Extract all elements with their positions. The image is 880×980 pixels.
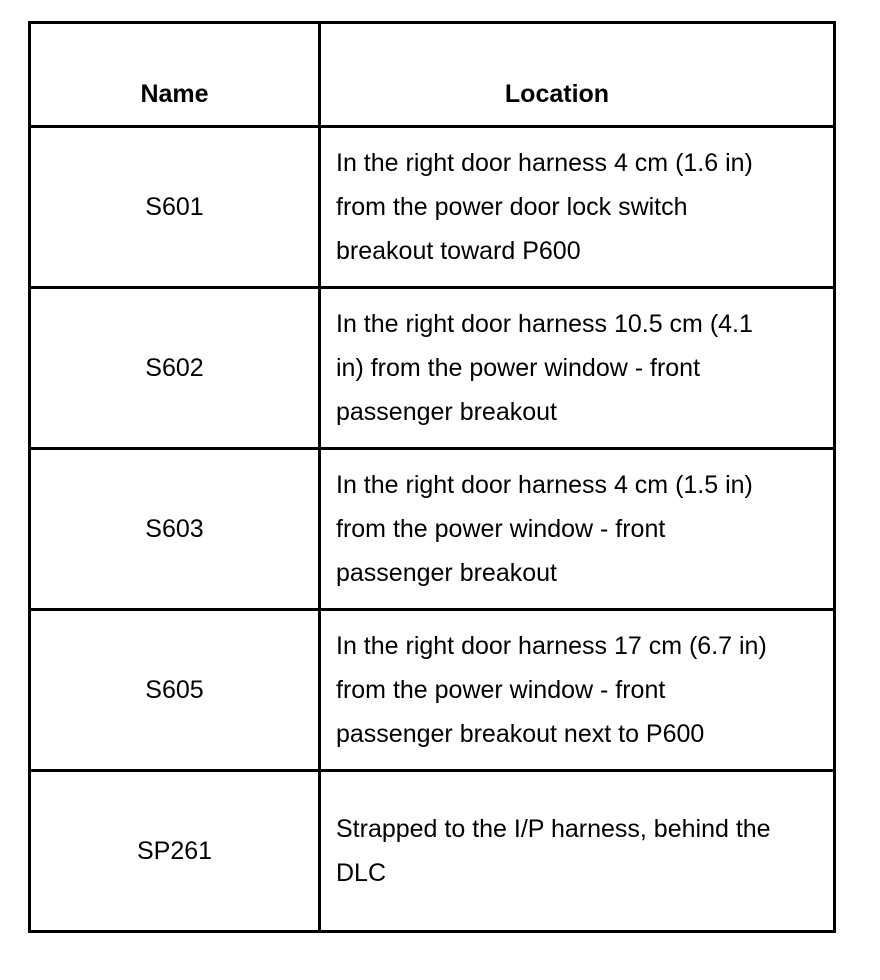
- splice-location-table-container: [28, 21, 836, 933]
- splice-location-cell: In the right door harness 17 cm (6.7 in) from the power window - front passenger breakout next to P600: [320, 610, 835, 771]
- splice-name-cell: S601: [30, 127, 320, 288]
- splice-location-cell: In the right door harness 4 cm (1.5 in) from the power window - front passenger breakout: [320, 449, 835, 610]
- splice-location-cell: In the right door harness 10.5 cm (4.1 in) from the power window - front passenger breakout: [320, 288, 835, 449]
- splice-location-table: [28, 21, 836, 933]
- column-header-location: Location: [320, 23, 835, 127]
- splice-name-cell: S602: [30, 288, 320, 449]
- splice-name-cell: SP261: [30, 771, 320, 932]
- splice-location-cell: In the right door harness 4 cm (1.6 in) from the power door lock switch breakout toward P600: [320, 127, 835, 288]
- table-header: [30, 23, 835, 127]
- table-row: [30, 127, 835, 288]
- table-row: [30, 288, 835, 449]
- splice-location-cell: Strapped to the I/P harness, behind the DLC: [320, 771, 835, 932]
- table-body: [30, 127, 835, 932]
- column-header-name: Name: [30, 23, 320, 127]
- splice-name-cell: S603: [30, 449, 320, 610]
- table-row: [30, 449, 835, 610]
- header-row: [30, 23, 835, 127]
- table-row: [30, 610, 835, 771]
- table-row: [30, 771, 835, 932]
- splice-name-cell: S605: [30, 610, 320, 771]
